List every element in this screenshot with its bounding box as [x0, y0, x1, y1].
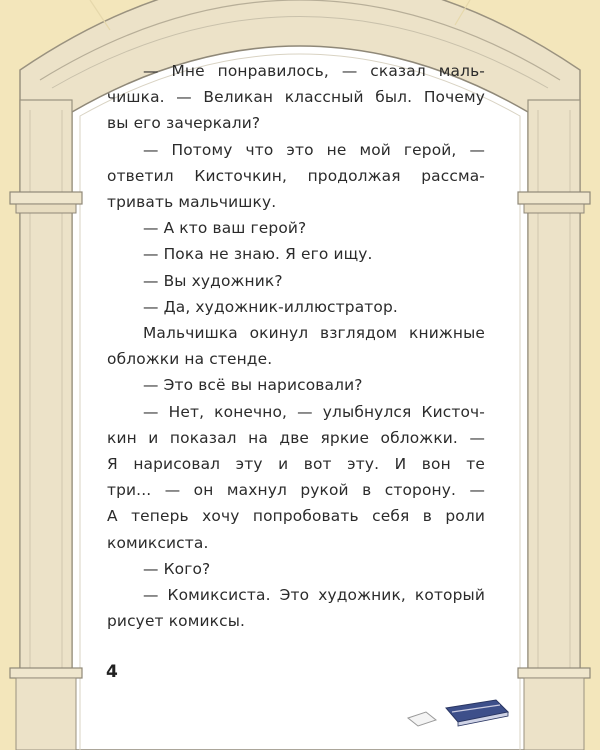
text-line: рисует комиксы. [107, 612, 246, 631]
text-line: — Пока не знаю. Я его ищу. [143, 245, 373, 264]
text-line: Я нарисовал эту и вот эту. И вон те [107, 455, 485, 474]
text-line: — Кого? [143, 559, 211, 578]
text-line: — А кто ваш герой? [143, 219, 307, 238]
text-line: вы его зачеркали? [107, 114, 261, 133]
text-line: тривать мальчишку. [107, 193, 277, 212]
right-column [518, 100, 590, 750]
text-line: — Комиксиста. Это художник, который [143, 586, 485, 605]
text-line: — Это всё вы нарисовали? [143, 376, 363, 395]
text-line: — Нет, конечно, — улыбнулся Кисточ- [143, 402, 485, 421]
text-line: — Вы художник? [143, 271, 283, 290]
left-column [10, 100, 82, 750]
text-line: — Да, художник-иллюстратор. [143, 297, 398, 316]
text-line: комиксиста. [107, 533, 209, 552]
text-line: чишка. — Великан классный был. Почему [107, 88, 485, 107]
text-line: — Потому что это не мой герой, — [143, 140, 485, 159]
text-line: кин и показал на две яркие обложки. — [107, 428, 485, 447]
text-line: обложки на стенде. [107, 350, 273, 369]
text-line: три... — он махнул рукой в сторону. — [107, 481, 485, 500]
page-number: 4 [106, 662, 118, 682]
story-text [107, 58, 485, 634]
text-line: — Мне понравилось, — сказал маль- [143, 62, 485, 80]
text-line: А теперь хочу попробовать себя в роли [107, 507, 485, 526]
text-line: ответил Кисточкин, продолжая рассма- [107, 166, 485, 185]
text-line: Мальчишка окинул взглядом книжные [143, 324, 485, 343]
